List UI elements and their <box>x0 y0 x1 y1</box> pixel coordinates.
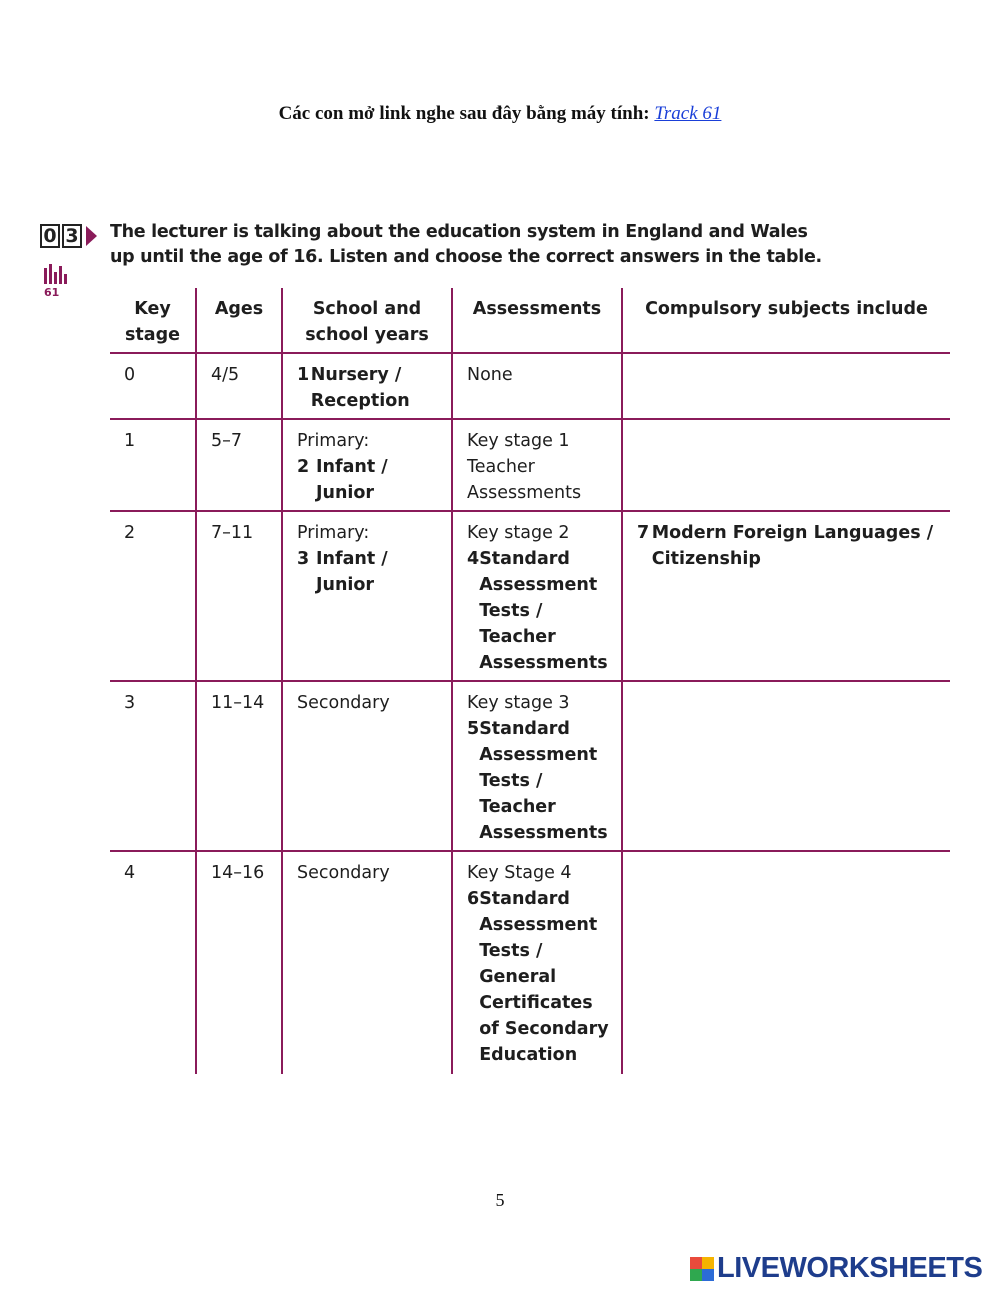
cell-school <box>282 681 452 851</box>
answer-item[interactable] <box>467 546 615 676</box>
cell-key-stage: 2 <box>110 511 196 681</box>
answer-number: 2 <box>297 457 310 477</box>
school-label: Primary: <box>297 523 370 543</box>
school-label: Primary: <box>297 431 370 451</box>
page-number: 5 <box>495 1190 505 1210</box>
play-arrow-icon <box>86 226 97 246</box>
cell-subjects <box>622 681 950 851</box>
answer-choice[interactable]: Infant / Junior <box>315 457 388 503</box>
assessment-label: Key stage 1 Teacher Assessments <box>467 431 582 503</box>
exercise-digit: 3 <box>62 224 82 248</box>
answer-item[interactable] <box>297 362 445 414</box>
answer-item[interactable] <box>467 886 615 1068</box>
answer-item[interactable] <box>467 716 615 846</box>
assessment-label: Key stage 2 <box>467 523 570 543</box>
exercise-panel <box>36 214 964 1090</box>
audio-track-icon <box>42 262 70 286</box>
answer-number: 1 <box>297 365 310 385</box>
brand-text: LIVEWORKSHEETS <box>717 1252 983 1284</box>
cell-ages: 11–14 <box>196 681 282 851</box>
cell-key-stage: 4 <box>124 863 136 883</box>
cell-ages: 5–7 <box>196 419 282 511</box>
answer-item[interactable] <box>637 520 944 572</box>
table-header-row <box>110 288 950 353</box>
cell-key-stage: 3 <box>110 681 196 851</box>
answer-number: 5 <box>467 719 480 739</box>
header-ages: Ages <box>196 288 282 353</box>
answer-choice[interactable]: Standard Assessment Tests / General Certificates of Secondary Education <box>479 889 609 1065</box>
header-key-stage: Key stage <box>110 288 196 353</box>
key-stage-table <box>110 288 950 1074</box>
table-row <box>110 511 950 681</box>
liveworksheets-logo <box>690 1252 982 1285</box>
school-label: Secondary <box>297 863 390 883</box>
cell-subjects <box>622 353 950 419</box>
assessment-label: None <box>467 365 513 385</box>
answer-choice[interactable]: Infant / Junior <box>315 549 388 595</box>
answer-choice[interactable]: Modern Foreign Languages / Citizenship <box>651 523 934 569</box>
header-subjects: Compulsory subjects include <box>622 288 950 353</box>
table-row <box>110 353 950 419</box>
table-row <box>110 851 950 1074</box>
cell-assessment <box>452 851 622 1074</box>
cell-subjects <box>622 511 950 681</box>
answer-item[interactable] <box>297 546 445 598</box>
header-line <box>0 103 1000 125</box>
cell-school <box>282 511 452 681</box>
cell-school <box>282 353 452 419</box>
cell-school <box>282 851 452 1074</box>
table-row <box>110 681 950 851</box>
answer-choice[interactable]: Standard Assessment Tests / Teacher Assessments <box>479 719 608 843</box>
answer-choice[interactable]: Standard Assessment Tests / Teacher Assessments <box>479 549 608 673</box>
cell-key-stage: 0 <box>110 353 196 419</box>
table-row <box>110 419 950 511</box>
instruction-text: The lecturer is talking about the education system in England and Wales up until the age of 16. Listen and choose the correct answers in the table. <box>110 222 822 267</box>
answer-number: 3 <box>297 549 310 569</box>
assessment-label: Key Stage 4 <box>467 863 572 883</box>
header-school: School and school years <box>282 288 452 353</box>
answer-number: 7 <box>637 523 650 543</box>
cell-assessment <box>452 419 622 511</box>
track-number: 61 <box>44 286 60 299</box>
cell-assessment <box>452 511 622 681</box>
cell-subjects <box>622 419 950 511</box>
liveworksheets-logo-icon <box>690 1257 714 1281</box>
cell-ages: 7–11 <box>196 511 282 681</box>
cell-assessment <box>452 353 622 419</box>
answer-item[interactable] <box>297 454 445 506</box>
school-label: Secondary <box>297 693 390 713</box>
header-text: Các con mở link nghe sau đây bằng máy tính: <box>278 103 650 124</box>
cell-ages: 14–16 <box>196 851 282 1074</box>
assessment-label: Key stage 3 <box>467 693 570 713</box>
track-link[interactable]: Track 61 <box>654 103 722 124</box>
answer-number: 4 <box>467 549 480 569</box>
exercise-number-badge <box>40 224 97 248</box>
header-assessments: Assessments <box>452 288 622 353</box>
answer-number: 6 <box>467 889 480 909</box>
cell-key-stage: 1 <box>110 419 196 511</box>
cell-subjects <box>622 851 950 1074</box>
cell-school <box>282 419 452 511</box>
cell-ages: 4/5 <box>196 353 282 419</box>
exercise-digit: 0 <box>40 224 60 248</box>
answer-choice[interactable]: Nursery / Reception <box>310 365 410 411</box>
cell-assessment <box>452 681 622 851</box>
